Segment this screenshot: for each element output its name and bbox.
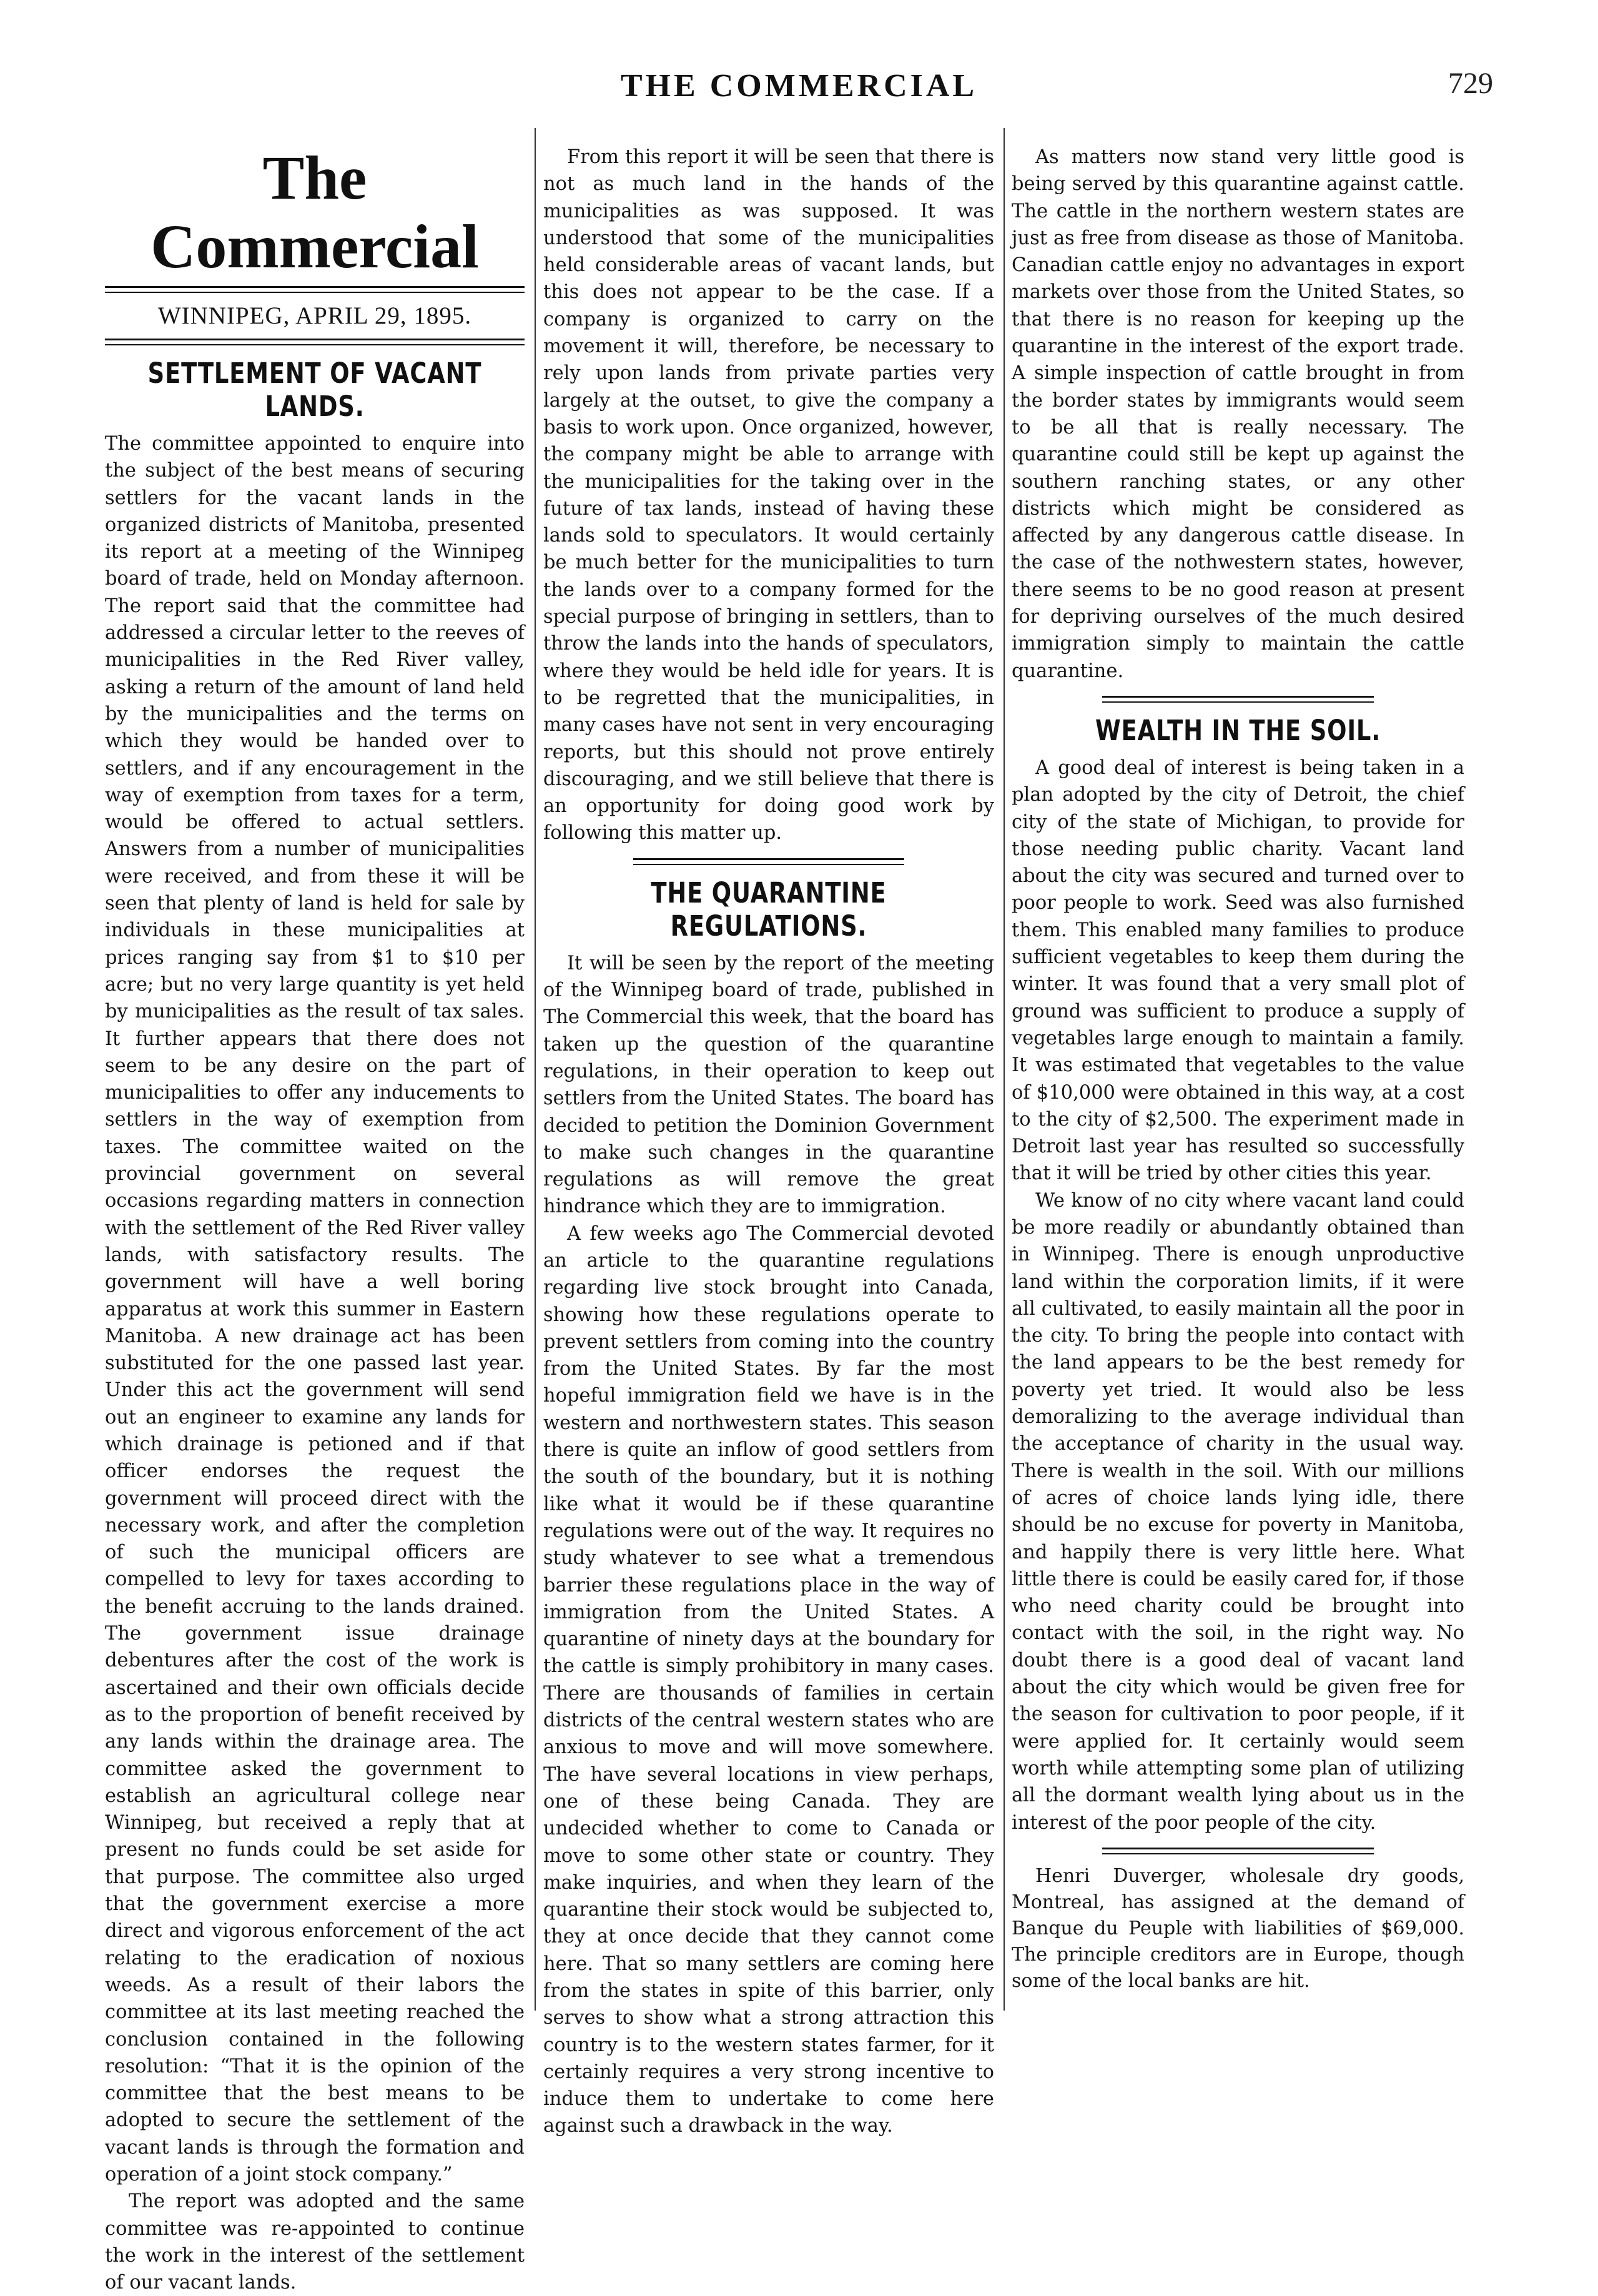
business-notice (1012, 1863, 1464, 1994)
wealth-paragraph-1: A good deal of interest is being taken in a plan adopted by the city of Detroit, the chief city of the state of Michigan, to provide for those needing public charity. Vacant land about the city was secured and turned over to poor people to work. Seed was also furnished them. This enabled many families to produce sufficient vegetables to keep them during the winter. It was found that a very small plot of ground was sufficient to produce a supply of vegetables large enough to maintain a family. It was estimated that vegetables to the value of $10,000 were obtained in this way, at a cost to the city of $2,500. The experiment made in Detroit last year has resulted so successfully that it will be tried by other cities this year. (1012, 756, 1464, 1185)
quarantine-paragraph-1: It will be seen by the report of the meeting of the Winnipeg board of trade, published in The Commercial this week, that the board has taken up the question of the quarantine regulations, in their operation to keep out settlers from the United States. The board has decided to petition the Dominion Government to make such changes in the quarantine regulations as will remove the great hindrance which they are to immigration. (543, 952, 994, 1218)
section-rule (633, 858, 904, 865)
article-heading-settlement: SETTLEMENT OF VACANT LANDS. (147, 357, 482, 423)
column-2 (543, 144, 994, 2137)
article-heading-wealth: WEALTH IN THE SOIL. (1095, 713, 1381, 747)
notice-text: Henri Duverger, wholesale dry goods, Montreal, has assigned at the demand of Banque du Peuple with liabilities of $69,000. The principle creditors are in Europe, though some of the local banks are hit. (1012, 1864, 1464, 1992)
column-3 (1012, 144, 1464, 2026)
settlement-paragraph-3: From this report it will be seen that there is not as much land in the hands of the municipalities as was supposed. It was understood that some of the municipalities held considerable areas of vacant lands, but this does not appear to be the case. If a company is organized to carry on the movement it will, therefore, be necessary to rely upon lands from private parties very largely at the outset, to give the company a basis to work upon. Once organized, however, the company might be able to arrange with the municipalities for the taking over in the future of tax lands, instead of having these lands sold to speculators. It would certainly be much better for the municipalities to turn the lands over to a company formed for the special purpose of bringing in settlers, than to throw the lands into the hands of speculators, where they would be held idle for years. It is to be regretted that the municipalities, in many cases have not sent in very encouraging reports, but this should not prove entirely discouraging, and we still believe that there is an opportunity for doing good work by following this matter up. (543, 146, 994, 844)
quarantine-paragraph-2: A few weeks ago The Commercial devoted an article to the quarantine regulations regarding live stock brought into Canada, showing how these regulations operate to prevent settlers from coming into the country from the United States. By far the most hopeful immigration field we have is in the western and northwestern states. This season there is quite an inflow of good settlers from the south of the boundary, but it is nothing like what it would be if these quarantine regulations were out of the way. It requires no study whatever to see what a tremendous barrier these regulations place in the way of immigration from the United States. A quarantine of ninety days at the boundary for the cattle is simply prohibitory in many cases. There are thousands of families in certain districts of the central western states who are anxious to move and will move somewhere. The have several locations in view perhaps, one of these being Canada. They are undecided whether to come to Canada or move to some other state or country. They make inquiries, and when they learn of the quarantine their stock would be subjected to, they at once decide that they cannot come here. That so many settlers are coming here from the states in spite of this barrier, only serves to show what a strong attraction this country is to the western states farmer, for it certainly requires a very strong incentive to induce them to undertake to come here against such a drawback in the way. (543, 1222, 994, 2137)
running-title: THE COMMERCIAL (620, 68, 978, 104)
page-number: 729 (1448, 67, 1493, 100)
column-1 (105, 143, 525, 2294)
masthead-rule (105, 286, 525, 293)
section-rule (1102, 1848, 1374, 1854)
column-rule (1004, 128, 1005, 2011)
section-rule (1102, 696, 1374, 703)
masthead-title: The Commercial (150, 143, 479, 281)
column-rule (535, 128, 536, 2011)
dateline-rule (105, 339, 525, 345)
settlement-paragraph-2: The report was adopted and the same committee was re-appointed to continue the work in the interest of the settlement of our vacant lands. (105, 2190, 525, 2294)
settlement-paragraph-1: The committee appointed to enquire into the subject of the best means of securing settlers for the vacant lands in the organized districts of Manitoba, presented its report at a meeting of the Winnipeg board of trade, held on Monday afternoon. The report said that the committee had addressed a circular letter to the reeves of municipalities in the Red River valley, asking a return of the amount of land held by the municipalities and the terms on which they would be handed over to settlers, and if any encouragement in the way of exemption from taxes for a term, would be offered to actual settlers. Answers from a number of municipalities were received, and from these it will be seen that plenty of land is held for sale by individuals in these municipalities at prices ranging say from $1 to $10 per acre; but no very large quantity is yet held by municipalities as the result of tax sales. It further appears that there does not seem to be any desire on the part of municipalities to offer any inducements to settlers in the way of exemption from taxes. The committee waited on the provincial government on several occasions regarding matters in connection with the settlement of the Red River valley lands, with satisfactory results. The government will have a well boring apparatus at work this summer in Eastern Manitoba. A new drainage act has been substituted for the one passed last year. Under this act the government will send out an engineer to examine any lands for which drainage is petioned and if that officer endorses the request the government will proceed direct with the necessary work, and after the completion of such the municipal officers are compelled to levy for taxes according to the benefit accruing to the lands drained. The government issue drainage debentures after the cost of the work is ascertained and their own officials decide as to the proportion of benefit received by any lands within the drainage area. The committee asked the government to establish an agricultural college near Winnipeg, but received a reply that at present no funds could be set aside for that purpose. The committee also urged that the government exercise a more direct and vigorous enforcement of the act relating to the eradication of noxious weeds. As a result of their labors the committee at its last meeting reached the conclusion contained in the following resolution: “That it is the opinion of the committee that the best means to be adopted to secure the settlement of the vacant lands is through the formation and operation of a joint stock company.” (105, 433, 525, 2185)
quarantine-paragraph-3: As matters now stand very little good is being served by this quarantine against cattle. The cattle in the northern western states are just as free from disease as those of Manitoba. Canadian cattle enjoy no advantages in export markets over those from the United States, so that there is no reason for keeping up the quarantine in the interest of the export trade. A simple inspection of cattle brought in from the border states by immigrants would seem to be all that is really necessary. The quarantine could still be kept up against the southern ranching states, or any other districts which might be considered as affected by any dangerous cattle disease. In the case of the nothwestern states, however, there seems to be no good reason at present for depriving ourselves of the much desired immigration simply to maintain the cattle quarantine. (1012, 146, 1464, 682)
article-heading-quarantine: THE QUARANTINE REGULATIONS. (651, 876, 887, 943)
dateline: WINNIPEG, APRIL 29, 1895. (157, 302, 472, 329)
wealth-paragraph-2: We know of no city where vacant land could be more readily or abundantly obtained than in Winnipeg. There is enough unproductive land within the corporation limits, if it were all cultivated, to easily maintain all the poor in the city. To bring the people into contact with the land appears to be the best remedy for poverty yet tried. It would also be less demoralizing to the average individual than the acceptance of charity in the usual way. There is wealth in the soil. With our millions of acres of choice lands lying idle, there should be no excuse for poverty in Manitoba, and happily there is very little here. What little there is could be easily cared for, if those who need charity could be brought into contact with the soil, in the right way. No doubt there is a good deal of vacant land about the city which would be given free for the season for cultivation to poor people, if it were applied for. It certainly would seem worth while attempting some plan of utilizing all the dormant wealth lying about us in the interest of the poor people of the city. (1012, 1189, 1464, 1834)
